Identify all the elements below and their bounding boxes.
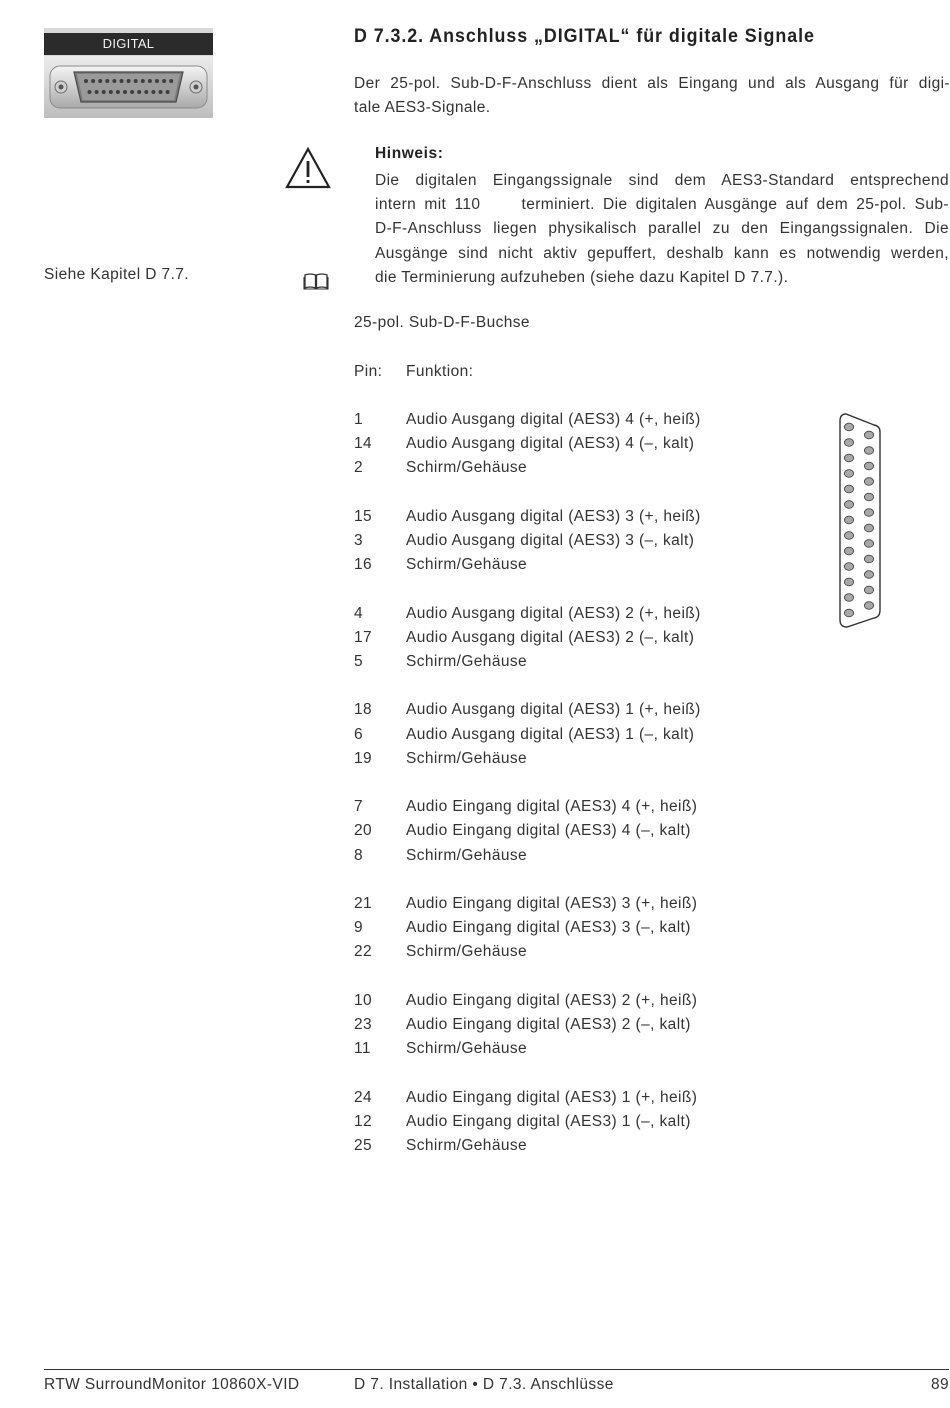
dsub-pin [844, 578, 853, 586]
pin-number: 8 [354, 847, 364, 864]
pin-function: Audio Eingang digital (AES3) 1 (–, kalt) [406, 1113, 691, 1130]
dsub-pin [864, 586, 873, 594]
photo-pin [134, 79, 138, 83]
book-icon [303, 272, 329, 295]
intro-line: Der 25-pol. Sub-D-F-Anschluss dient als Eingang und als Ausgang für digi- [354, 75, 950, 92]
dsub-pin [864, 555, 873, 563]
dsub-pin [864, 493, 873, 501]
pin-number: 16 [354, 556, 373, 573]
footer-section: D 7. Installation • D 7.3. Anschlüsse [354, 1376, 614, 1393]
hint-line: Ausgänge sind nicht aktiv gepuffert, deshalb kann es notwendig werden, [375, 244, 949, 262]
pin-number: 3 [354, 532, 364, 549]
pin-function: Audio Ausgang digital (AES3) 3 (+, heiß) [406, 508, 701, 525]
pin-function: Schirm/Gehäuse [406, 1040, 528, 1057]
pin-function: Audio Eingang digital (AES3) 2 (–, kalt) [406, 1016, 691, 1033]
hint-line: Die digitalen Eingangssignale sind dem AES3-Standard entsprechend [375, 172, 949, 189]
photo-pin [120, 79, 124, 83]
pin-function: Schirm/Gehäuse [406, 653, 528, 670]
dsub-pin [844, 470, 853, 478]
photo-pin [105, 79, 109, 83]
pin-function: Audio Eingang digital (AES3) 4 (–, kalt) [406, 822, 691, 839]
photo-pin [112, 79, 116, 83]
pin-number: 18 [354, 701, 373, 718]
dsub-pin [844, 516, 853, 524]
dsub-pin [844, 454, 853, 462]
photo-pin [155, 79, 159, 83]
side-reference: Siehe Kapitel D 7.7. [44, 266, 190, 283]
pin-number: 1 [354, 411, 364, 428]
photo-pin [137, 90, 141, 94]
function-header-label: Funktion: [406, 363, 474, 380]
dsub-pin [844, 439, 853, 447]
dsub-pin [864, 431, 873, 439]
pin-number: 4 [354, 605, 364, 622]
dsub-pin [864, 540, 873, 548]
photo-pin [130, 90, 134, 94]
page-number: 89 [930, 1376, 949, 1393]
hint-body [375, 169, 949, 290]
hint-line: die Terminierung aufzuheben (siehe dazu Kapitel D 7.7.). [375, 268, 789, 286]
pin-function: Audio Eingang digital (AES3) 1 (+, heiß) [406, 1089, 698, 1106]
pin-function: Schirm/Gehäuse [406, 750, 528, 767]
photo-pin [109, 90, 113, 94]
footer-product: RTW SurroundMonitor 10860X-VID [44, 1376, 300, 1393]
pin-function: Schirm/Gehäuse [406, 943, 528, 960]
dsub-pin [864, 571, 873, 579]
pin-function: Audio Ausgang digital (AES3) 4 (+, heiß) [406, 411, 701, 428]
pin-number: 10 [354, 992, 373, 1009]
pin-number: 11 [354, 1040, 371, 1057]
dsub-pin [864, 447, 873, 455]
photo-pin [95, 90, 99, 94]
pin-number: 24 [354, 1089, 373, 1106]
dsub-pin [844, 501, 853, 509]
pin-function: Audio Ausgang digital (AES3) 1 (+, heiß) [406, 701, 701, 718]
pin-number: 9 [354, 919, 364, 936]
photo-pin [91, 79, 95, 83]
hint-line: intern mit 110 terminiert. Die digitalen Ausgänge auf dem 25-pol. Sub- [375, 196, 949, 214]
pin-number: 14 [354, 435, 373, 452]
pin-function: Audio Ausgang digital (AES3) 3 (–, kalt) [406, 532, 695, 549]
photo-pin [159, 90, 163, 94]
pin-number: 7 [354, 798, 364, 815]
hint-line: D-F-Anschluss liegen physikalisch parallel zu den Eingangssignalen. Die [375, 220, 949, 238]
pin-function: Schirm/Gehäuse [406, 1137, 528, 1154]
pin-number: 25 [354, 1137, 373, 1154]
section-heading: D 7.3.2. Anschluss „DIGITAL“ für digitale Signale [354, 26, 815, 47]
dsub-pin [864, 509, 873, 517]
dsub-pin [844, 547, 853, 555]
pin-number: 17 [354, 629, 373, 646]
hint-title: Hinweis: [375, 145, 444, 162]
dsub-pin [864, 478, 873, 486]
pin-number: 23 [354, 1016, 373, 1033]
photo-pin [151, 90, 155, 94]
dsub-pin [844, 532, 853, 540]
photo-pin [127, 79, 131, 83]
footer-rule [44, 1369, 949, 1370]
dsub-pin [864, 602, 873, 610]
connector-photo [44, 28, 213, 118]
pin-header-label: Pin: [354, 363, 383, 380]
photo-pin [123, 90, 127, 94]
pin-function: Audio Eingang digital (AES3) 4 (+, heiß) [406, 798, 698, 815]
dsub-pin [844, 423, 853, 431]
photo-pin [88, 90, 92, 94]
dsub-pin [864, 462, 873, 470]
dsub-pin [844, 563, 853, 571]
photo-pin [84, 79, 88, 83]
pin-function: Audio Eingang digital (AES3) 3 (+, heiß) [406, 895, 698, 912]
socket-label: 25-pol. Sub-D-F-Buchse [354, 314, 530, 331]
pin-number: 6 [354, 726, 364, 743]
dsub-pin [864, 524, 873, 532]
dsub-pin [844, 485, 853, 493]
photo-pin [166, 90, 170, 94]
pin-function: Schirm/Gehäuse [406, 847, 528, 864]
pin-number: 22 [354, 943, 373, 960]
pin-function: Audio Eingang digital (AES3) 3 (–, kalt) [406, 919, 691, 936]
pin-function: Schirm/Gehäuse [406, 556, 528, 573]
photo-pin [116, 90, 120, 94]
intro-paragraph [354, 72, 950, 120]
pin-function: Audio Eingang digital (AES3) 2 (+, heiß) [406, 992, 698, 1009]
pin-function: Audio Ausgang digital (AES3) 2 (–, kalt) [406, 629, 695, 646]
warning-triangle-icon [284, 146, 332, 195]
pin-function: Audio Ausgang digital (AES3) 4 (–, kalt) [406, 435, 695, 452]
photo-pin [162, 79, 166, 83]
pin-number: 19 [354, 750, 373, 767]
dsub-pin [844, 594, 853, 602]
photo-pin [144, 90, 148, 94]
dsub-25-connector [836, 412, 884, 635]
pin-number: 15 [354, 508, 373, 525]
photo-pin [169, 79, 173, 83]
photo-pin [148, 79, 152, 83]
pin-function: Audio Ausgang digital (AES3) 2 (+, heiß) [406, 605, 701, 622]
pin-function: Schirm/Gehäuse [406, 459, 528, 476]
photo-pin [102, 90, 106, 94]
photo-pin [141, 79, 145, 83]
dsub-pin [844, 609, 853, 617]
pin-number: 20 [354, 822, 373, 839]
pin-number: 12 [354, 1113, 373, 1130]
pin-number: 21 [354, 895, 373, 912]
intro-line: tale AES3-Signale. [354, 99, 491, 117]
pin-number: 2 [354, 459, 364, 476]
photo-pin [98, 79, 102, 83]
pin-function: Audio Ausgang digital (AES3) 1 (–, kalt) [406, 726, 695, 743]
connector-label: DIGITAL [44, 33, 213, 55]
pin-number: 5 [354, 653, 364, 670]
